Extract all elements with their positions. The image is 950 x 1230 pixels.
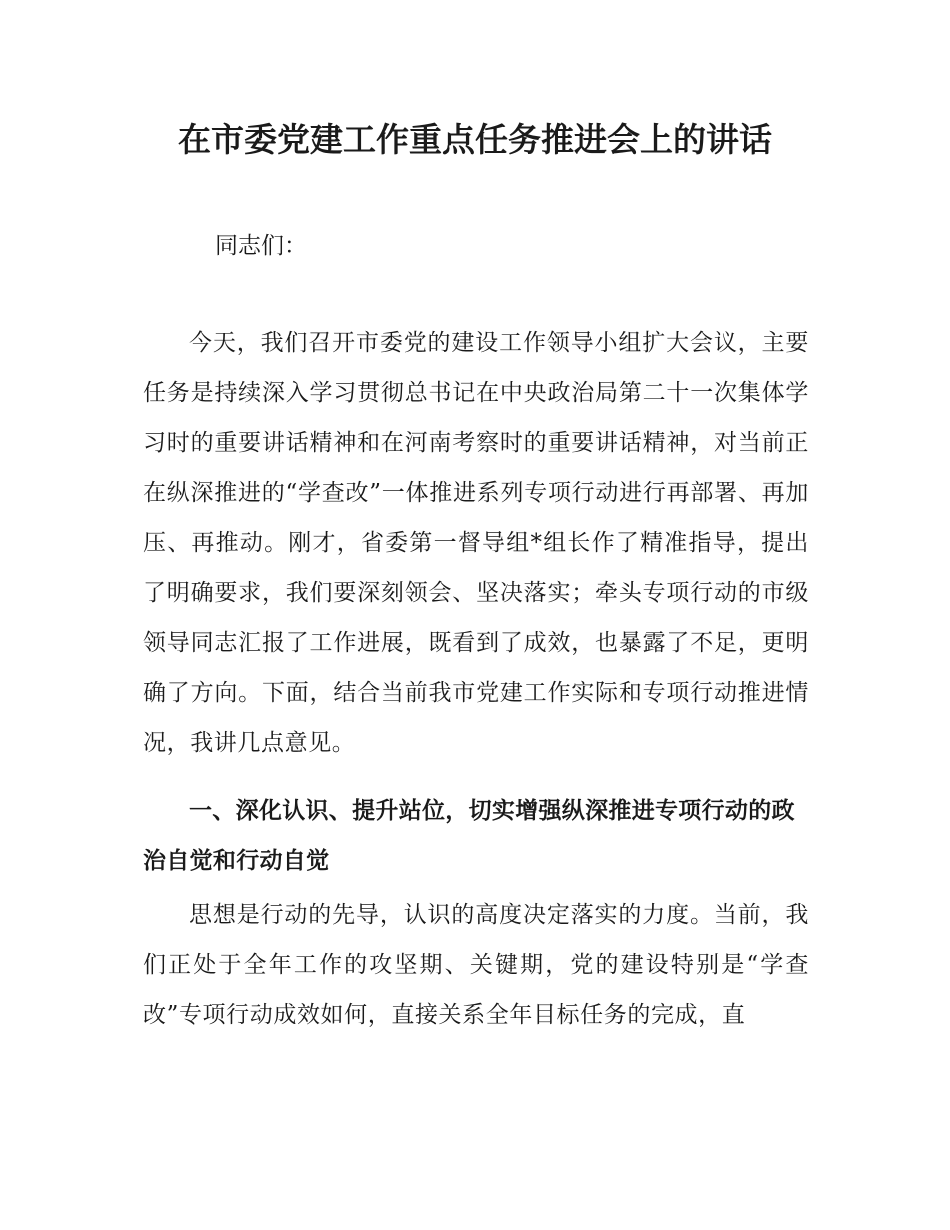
section-heading: 一、深化认识、提升站位，切实增强纵深推进专项行动的政治自觉和行动自觉	[143, 798, 795, 874]
body-paragraph: 思想是行动的先导，认识的高度决定落实的力度。当前，我们正处于全年工作的攻坚期、关键期，党的建设特别是“学查改”专项行动成效如何，直接关系全年目标任务的完成，直	[143, 902, 809, 1028]
document-title: 在市委党建工作重点任务推进会上的讲话	[178, 120, 772, 159]
salutation: 同志们：	[215, 233, 307, 259]
body-paragraph: 今天，我们召开市委党的建设工作领导小组扩大会议，主要任务是持续深入学习贯彻总书记在中央政治局第二十一次集体学习时的重要讲话精神和在河南考察时的重要讲话精神，对当前正在纵深推进的“学查改”一体推进系列专项行动进行再部署、再加压、再推动。刚才，省委第一督导组*组长作了精准指导，提出了明确要求，我们要深刻领会、坚决落实；牵头专项行动的市级领导同志汇报了工作进展，既看到了成效，也暴露了不足，更明确了方向。下面，结合当前我市党建工作实际和专项行动推进情况，我讲几点意见。	[143, 330, 809, 756]
